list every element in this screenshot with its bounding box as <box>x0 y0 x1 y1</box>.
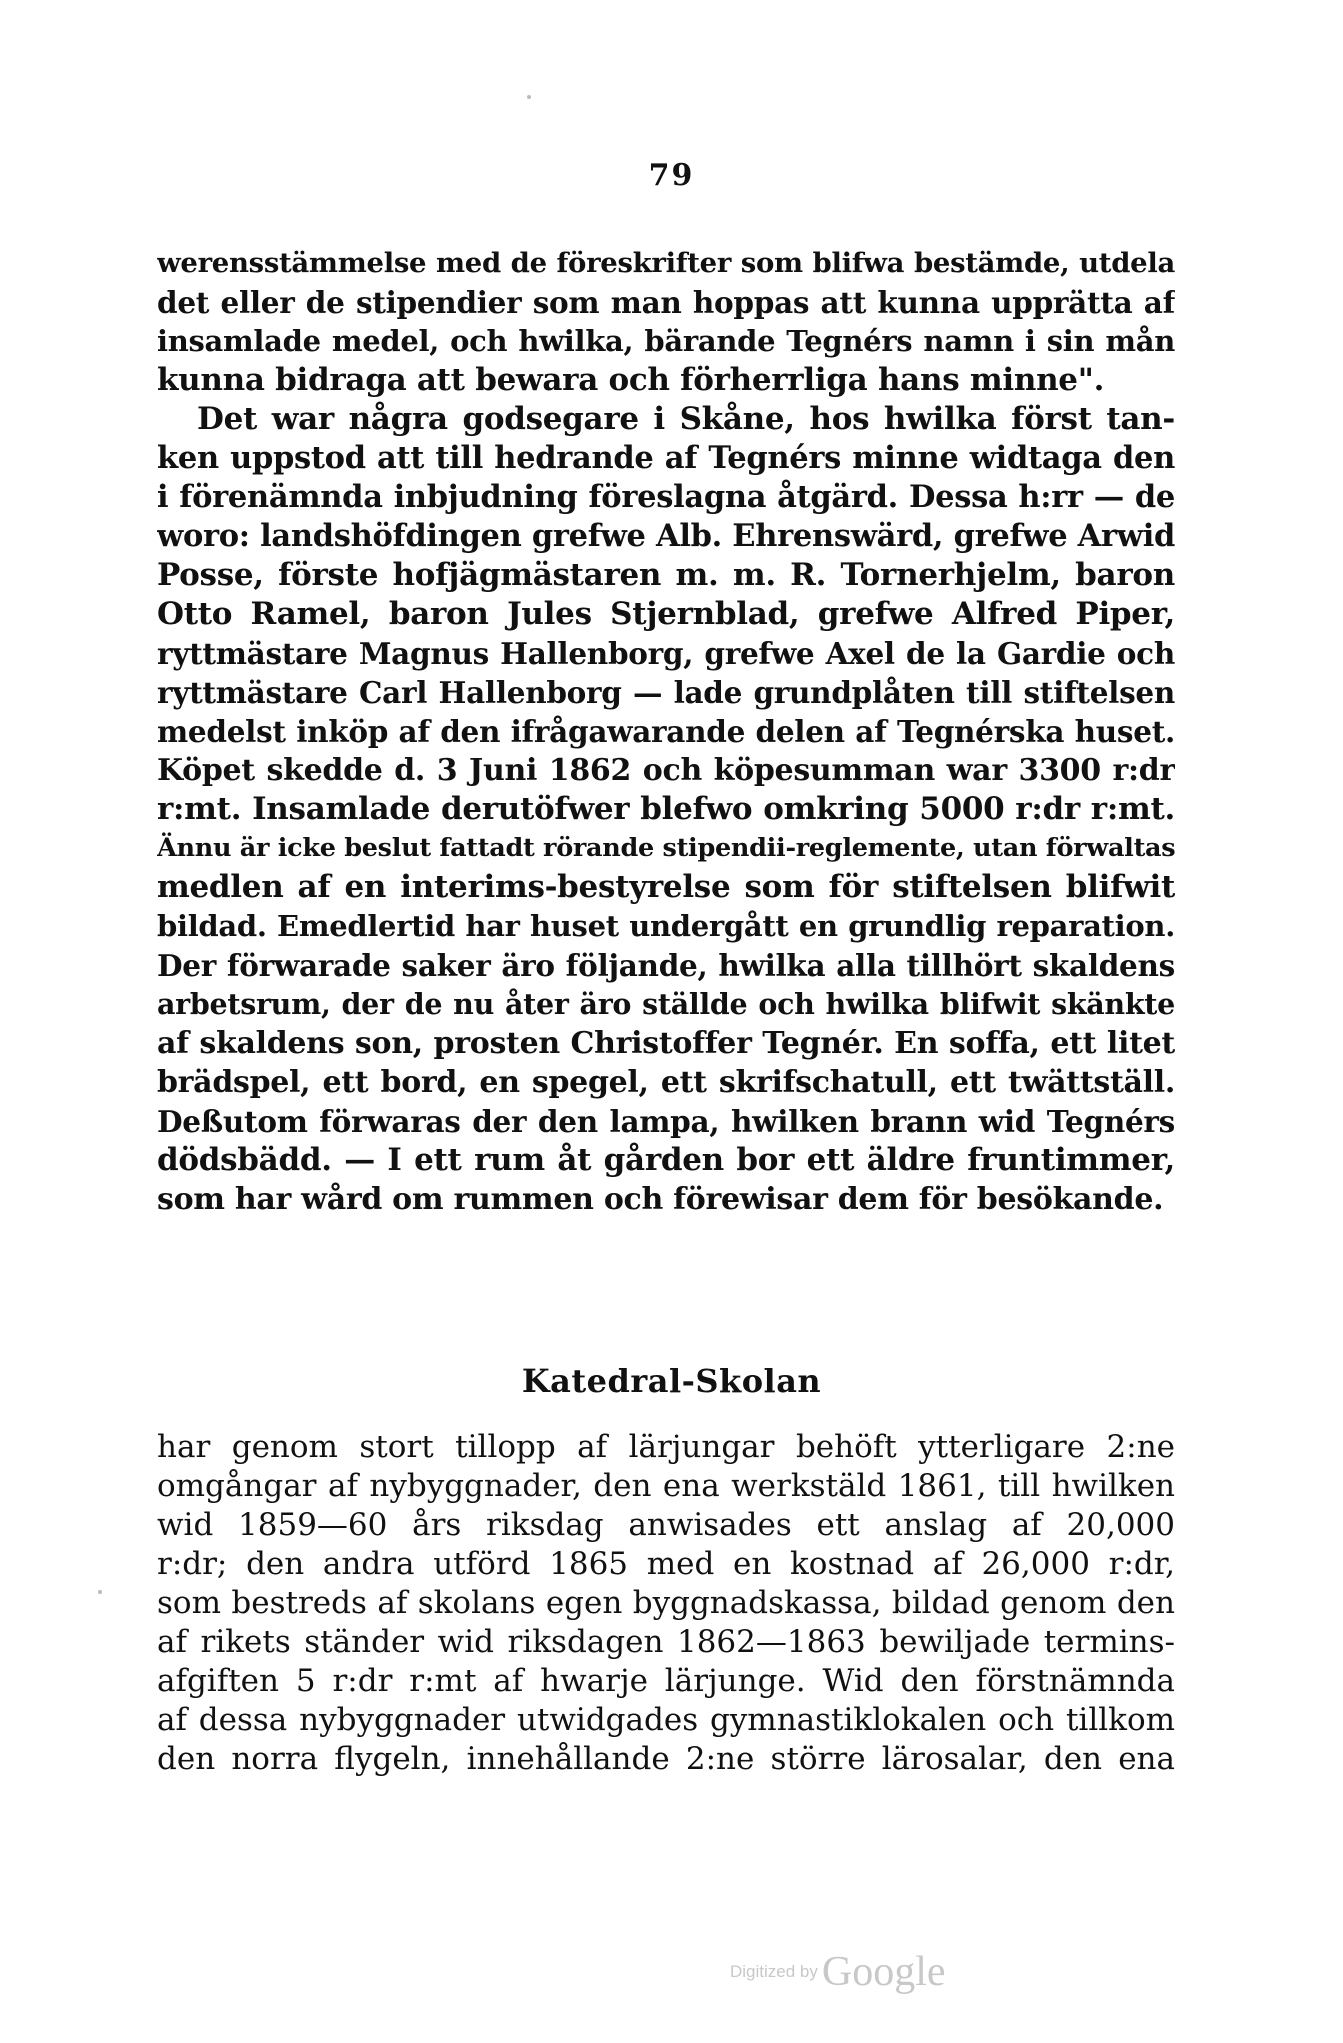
text-line: r:mt. Insamlade derutöfwer blefwo omkring 5000 r:dr r:mt. <box>157 791 1175 827</box>
text-line: i förenämnda inbjudning föreslagna åtgärd. Dessa h:rr — de <box>157 479 1175 515</box>
google-logo: Google <box>821 1949 946 1995</box>
text-line: medelst inköp af den ifrågawarande delen af Tegnérska huset. <box>157 714 1175 749</box>
text-line: ryttmästare Carl Hallenborg — lade grundplåten till stiftelsen <box>157 675 1175 710</box>
text-line: har genom stort tillopp af lärjungar behöft ytterligare 2:ne <box>157 1429 1175 1465</box>
text-line: som har wård om rummen och förewisar dem för besökande. <box>157 1182 1164 1217</box>
text-line: Posse, förste hofjägmästaren m. m. R. Tornerhjelm, baron <box>157 557 1175 593</box>
text-line: af dessa nybyggnader utwidgades gymnastiklokalen och tillkom <box>157 1702 1175 1738</box>
paragraph-2 <box>157 1428 1175 1779</box>
text-line: af skaldens son, prosten Christoffer Tegnér. En soffa, ett litet <box>157 1026 1175 1061</box>
text-line: Ännu är icke beslut fattadt rörande stipendii-reglemente, utan förwaltas <box>157 833 1175 863</box>
text-line: af rikets ständer wid riksdagen 1862—1863 bewiljade termins- <box>157 1624 1175 1660</box>
text-line: brädspel, ett bord, en spegel, ett skrifschatull, ett twättställ. <box>157 1065 1175 1100</box>
text-line: dödsbädd. — I ett rum åt gården bor ett äldre fruntimmer, <box>157 1142 1175 1178</box>
text-line: wid 1859—60 års riksdag anwisades ett anslag af 20,000 <box>157 1507 1175 1543</box>
text-line: medlen af en interims-bestyrelse som för stiftelsen blifwit <box>157 869 1175 905</box>
paragraph-1 <box>157 244 1175 1219</box>
watermark-prefix: Digitized by <box>730 1962 818 1981</box>
text-line: den norra flygeln, innehållande 2:ne större lärosalar, den ena <box>157 1741 1175 1777</box>
text-line: det eller de stipendier som man hoppas att kunna upprätta af <box>157 285 1175 320</box>
text-line: Det war några godsegare i Skåne, hos hwilka först tan- <box>197 401 1175 437</box>
text-line: insamlade medel, och hwilka, bärande Tegnérs namn i sin mån <box>157 324 1175 358</box>
print-speck <box>98 1590 102 1594</box>
text-line: Der förwarade saker äro följande, hwilka alla tillhört skaldens <box>157 948 1175 983</box>
text-line: afgiften 5 r:dr r:mt af hwarje lärjunge. Wid den förstnämnda <box>157 1663 1175 1699</box>
section-heading: Katedral-Skolan <box>521 1362 822 1400</box>
text-line: bildad. Emedlertid har huset undergått en grundlig reparation. <box>157 909 1175 943</box>
page-number: 79 <box>648 158 695 193</box>
text-line: omgångar af nybyggnader, den ena werkstäld 1861, till hwilken <box>157 1468 1175 1504</box>
text-line: ken uppstod att till hedrande af Tegnérs minne widtaga den <box>157 440 1175 476</box>
text-line: som bestreds af skolans egen byggnadskassa, bildad genom den <box>157 1585 1175 1621</box>
digitized-by-watermark <box>730 1948 946 1996</box>
text-line: r:dr; den andra utförd 1865 med en kostnad af 26,000 r:dr, <box>157 1546 1175 1582</box>
text-line: arbetsrum, der de nu åter äro ställde och hwilka blifwit skänkte <box>157 987 1175 1021</box>
print-speck <box>527 95 531 99</box>
text-line: woro: landshöfdingen grefwe Alb. Ehrenswärd, grefwe Arwid <box>157 518 1175 554</box>
text-line: Otto Ramel, baron Jules Stjernblad, grefwe Alfred Piper, <box>157 596 1175 632</box>
text-line: Köpet skedde d. 3 Juni 1862 och köpesumman war 3300 r:dr <box>157 753 1175 788</box>
text-line: werensstämmelse med de föreskrifter som blifwa bestämde, utdela <box>157 247 1175 279</box>
text-line: ryttmästare Magnus Hallenborg, grefwe Axel de la Gardie och <box>157 636 1175 671</box>
text-line: kunna bidraga att bewara och förherrliga hans minne". <box>157 362 1105 398</box>
text-line: Deßutom förwaras der den lampa, hwilken brann wid Tegnérs <box>157 1104 1175 1139</box>
